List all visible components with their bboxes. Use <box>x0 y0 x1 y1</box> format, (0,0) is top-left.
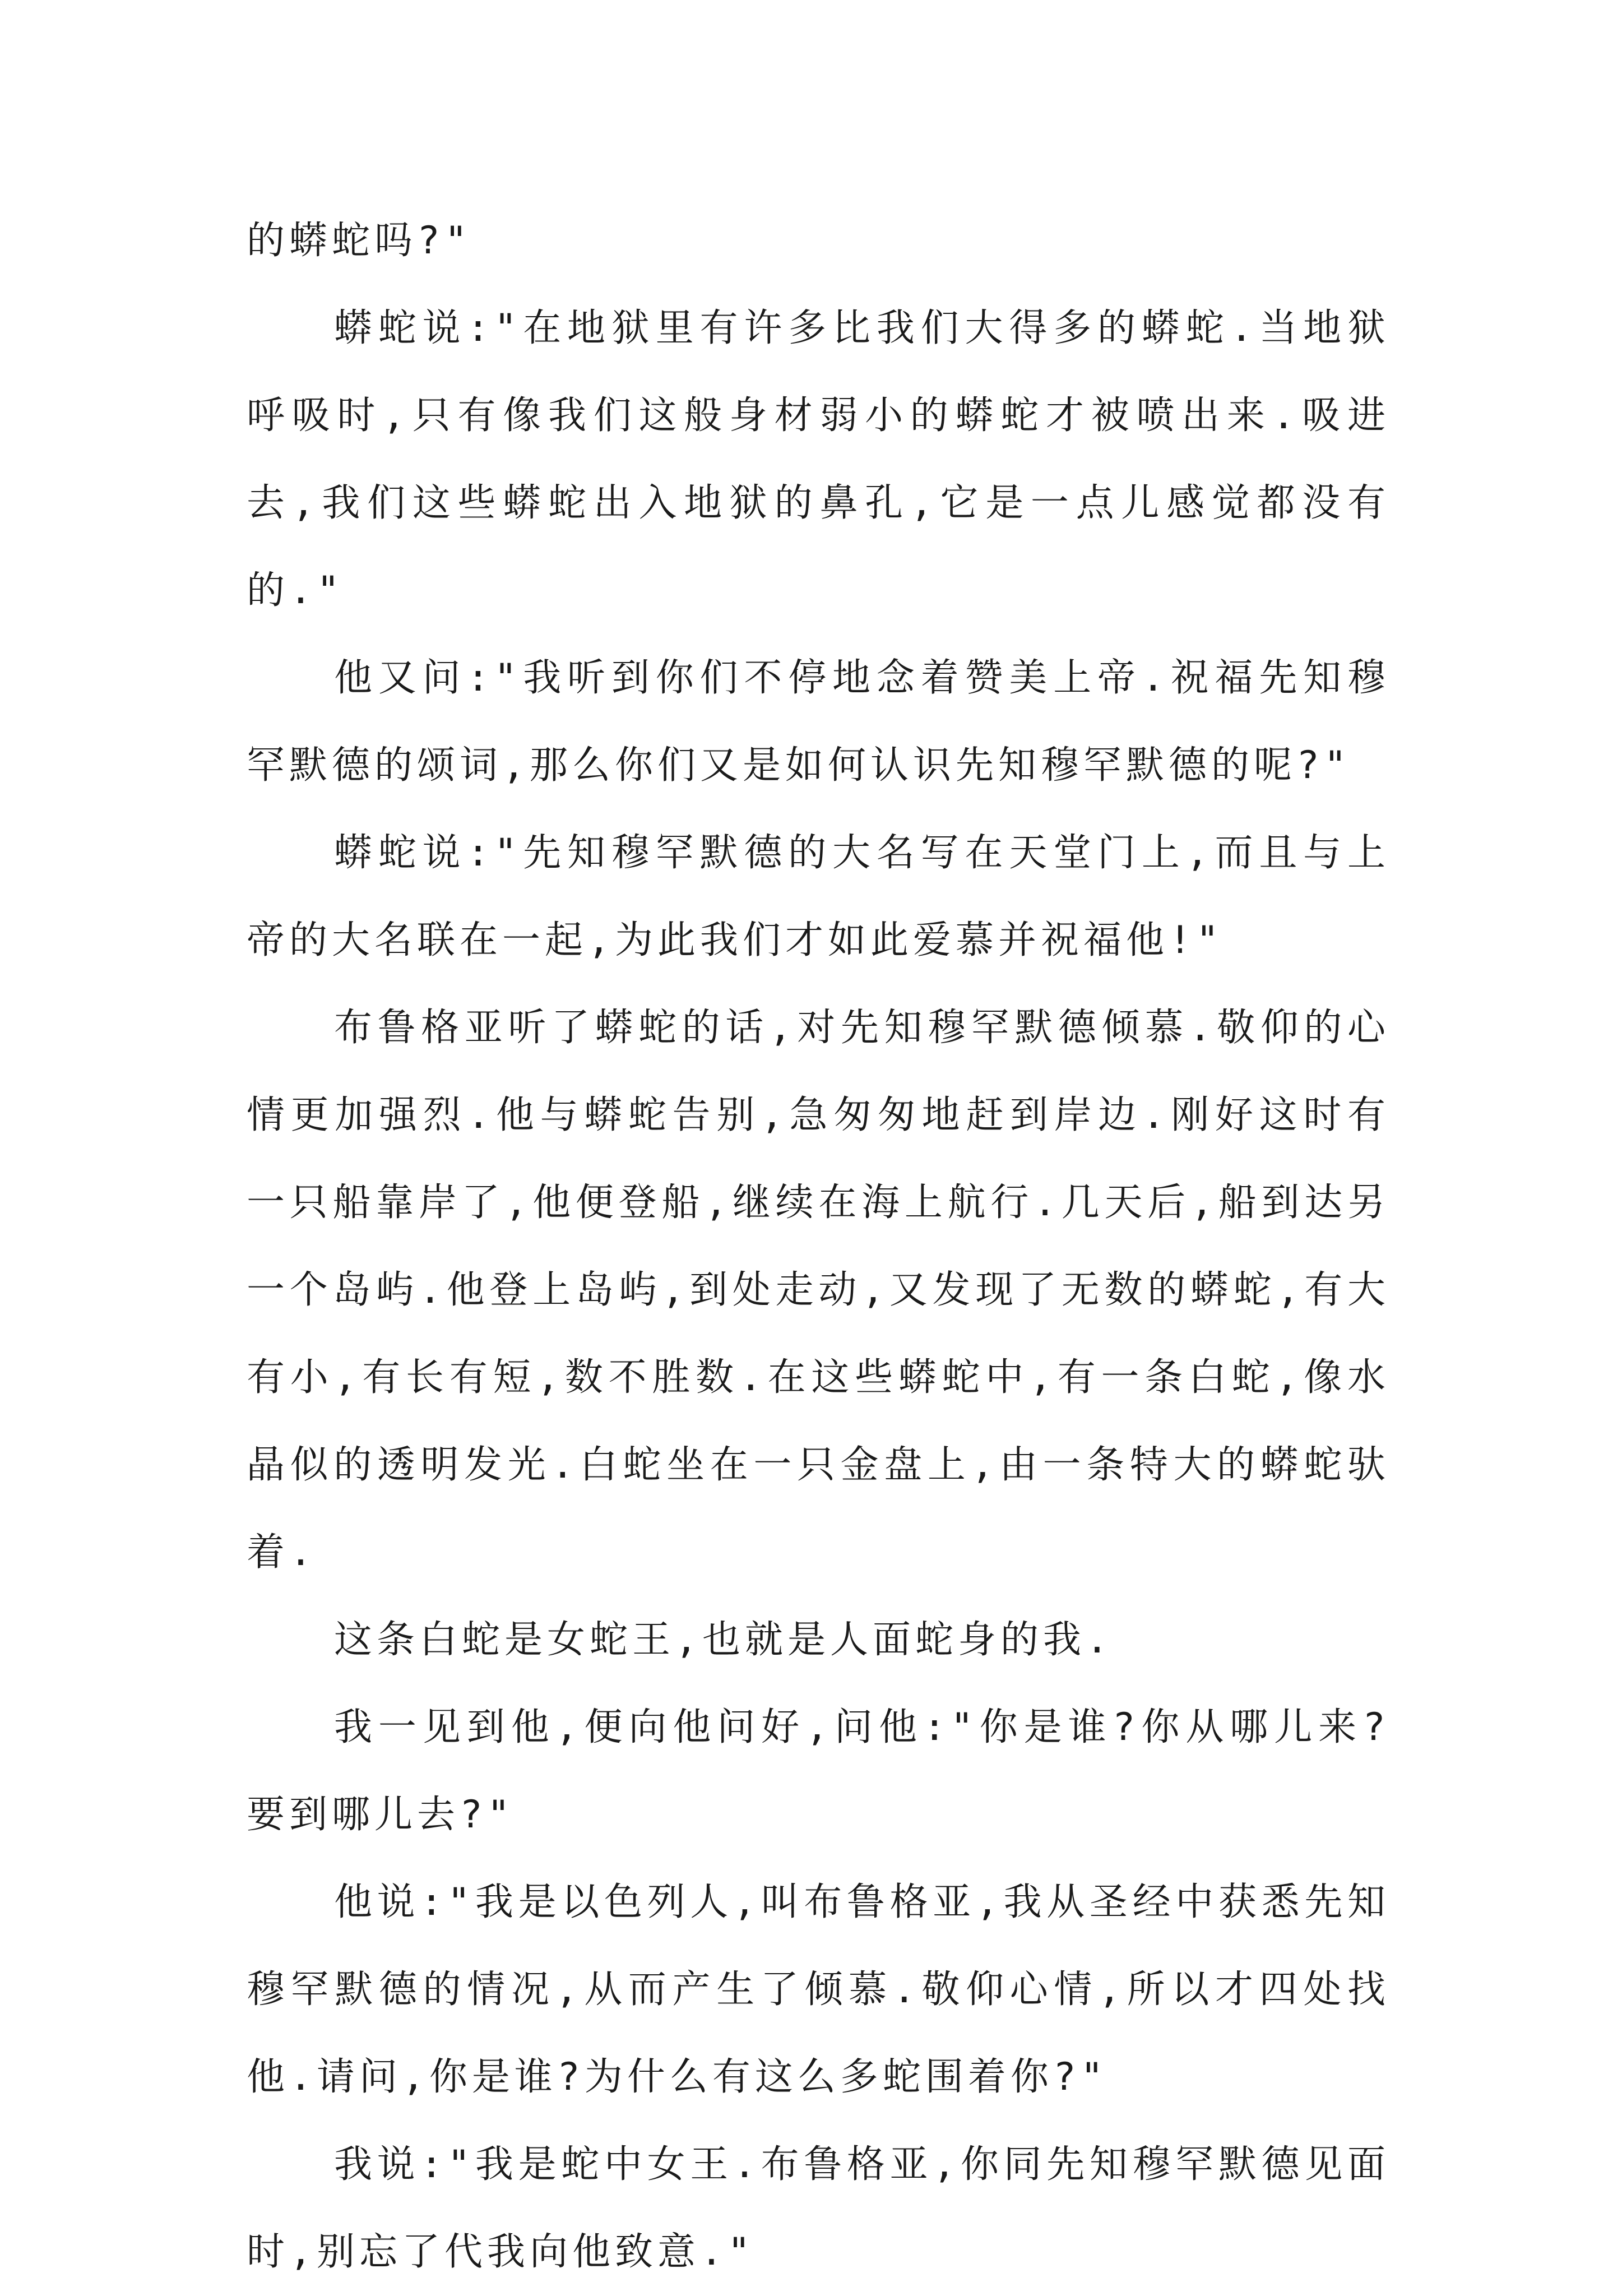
paragraph: 蟒蛇说:"在地狱里有许多比我们大得多的蟒蛇.当地狱呼吸时,只有像我们这般身材弱小的蟒蛇才被喷出来.吸进去,我们这些蟒蛇出入地狱的鼻孔,它是一点儿感觉都没有的." <box>247 306 1390 613</box>
paragraph: 我一见到他,便向他问好,问他:"你是谁?你从哪儿来?要到哪儿去?" <box>247 1705 1390 1837</box>
paragraph: 布鲁格亚听了蟒蛇的话,对先知穆罕默德倾慕.敬仰的心情更加强烈.他与蟒蛇告别,急匆匆地赶到岸边.刚好这时有一只船靠岸了,他便登船,继续在海上航行.几天后,船到达另一个岛屿.他登上岛屿,到处走动,又发现了无数的蟒蛇,有大有小,有长有短,数不胜数.在这些蟒蛇中,有一条白蛇,像水晶似的透明发光.白蛇坐在一只金盘上,由一条特大的蟒蛇驮着. <box>247 1006 1390 1575</box>
paragraph: 我说:"我是蛇中女王.布鲁格亚,你同先知穆罕默德见面时,别忘了代我向他致意." <box>247 2142 1390 2274</box>
paragraph: 他又问:"我听到你们不停地念着赞美上帝.祝福先知穆罕默德的颂词,那么你们又是如何认识先知穆罕默德的呢?" <box>247 656 1390 788</box>
paragraph: 他说:"我是以色列人,叫布鲁格亚,我从圣经中获悉先知穆罕默德的情况,从而产生了倾慕.敬仰心情,所以才四处找他.请问,你是谁?为什么有这么多蛇围着你?" <box>247 1880 1390 2099</box>
body-text <box>247 197 1390 2296</box>
paragraph: 这条白蛇是女蛇王,也就是人面蛇身的我. <box>334 1618 1113 1662</box>
paragraph: 蟒蛇说:"先知穆罕默德的大名写在天堂门上,而且与上帝的大名联在一起,为此我们才如此爱慕并祝福他!" <box>247 831 1390 962</box>
paragraph: 的蟒蛇吗?" <box>247 219 472 263</box>
